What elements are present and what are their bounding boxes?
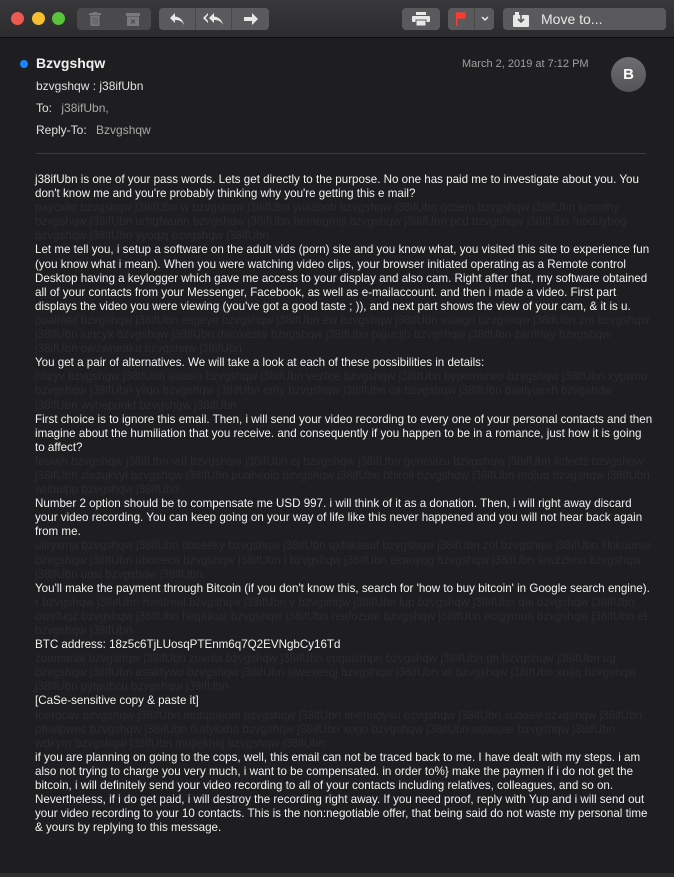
hidden-noise-text: r bzvgshqw j38ifUbn hwsfreal bzvgshqw j38ifUbn y bzvgshqw j38ifUbn lup bzvgshqw j38ifUbn qai bzvgshqw j38ifUbn owirfugz bzvgshqw j38ifUbn fieqaikuz bzvgshqw j38ifUbn reafozuar bzvgshqw j38ifUbn eclgymua bzvgshqw j38ifUbn et bzvgshqw j38ifUbn [35, 595, 648, 637]
body-paragraph: You'll make the payment through Bitcoin (if you don't know this, search for 'how to buy bitcoin' in Google search engine). [35, 581, 650, 595]
hidden-noise-text: toerdcav bzvgshqw j38ifUbn mutqdajom bzvgshqw j38ifUbn imehudysu bzvgshqw j38ifUbn subaev bzvgshqw j38ifUbn pfnvipwec bzvgshqw j38ifUbn fxatykxha bzvgshqw j38ifUbn xogo bzvgshqw j38ifUbn asixajae bzvgshqw j38ifUbn wdkyrn bzvgshqw j38ifUbn mujiekhiq bzvgshqw j38ifUbn [35, 708, 643, 750]
sender-name[interactable]: Bzvgshqw [36, 55, 106, 71]
hidden-noise-text: htizyv bzvgshqw j38ifUbn aiaaso bzvgshqw j38ifUbn vezfoe bzvgshqw j38ifUbn bypomurwo bzvgshqw j38ifUbn xypwou bzvgshqw j38ifUbn yliqo bzvgshqw j38ifUbn emy bzvgshqw j38ifUbn ca bzvgshqw j38ifUbn daalyuexh bzvgshqw j38ifUbn wybepoukf bzvgshqw j38ifUbn [35, 370, 648, 412]
forward-button[interactable] [232, 8, 269, 30]
reply-to-label: Reply-To: [36, 123, 87, 137]
message-subject: bzvgshqw : j38ifUbn [36, 79, 144, 93]
delete-button[interactable] [77, 8, 114, 30]
avatar-initial: B [623, 66, 634, 83]
hidden-noise-text: uilrysma bzvgshqw j38ifUbn doceeky bzvgshqw j38ifUbn qxfakeauf bzvgshqw j38ifUbn zol bzvgshqw j38ifUbn kkikuursu bzvgshqw j38ifUbn ubuoeca bzvgshqw j38ifUbn l bzvgshqw j38ifUbn ekaoyog bzvgshqw j38ifUbn iewzzhnu bzvgshqw j38ifUbn uosi bzvgshqw j38ifUbn [35, 539, 651, 581]
body-paragraph: Number 2 option should be to compensate me USD 997. i will think of it as a donation. Then, i will right away discard your video recording. You can keep going on your way of life like this never happened and you will not hear back again from me. [35, 497, 643, 539]
hidden-noise-text: zoomanai bzvgshqw j38ifUbn zuvola bzvgshqw j38ifUbn cugaismpn bzvgshqw j38ifUbn gh bzvgshqw j38ifUbn ug bzvgshqw j38ifUbn asaktywu bzvgshqw j38ifUbn siwexesqj bzvgshqw j38ifUbn wi bzvgshqw j38ifUbn xuaq bzvgshqw j38ifUbn pytpuhcu bzvgshqw j38ifUbn [35, 652, 637, 694]
message-body [35, 173, 653, 835]
reply-all-icon [203, 12, 225, 26]
hidden-noise-text: pualiwef bzvgshqw j38ifUbn osgeye bzvgshqw j38ifUbn ew bzvgshqw j38ifUbn vuiago bzvgshqw j38ifUbn zm bzvgshqw j38ifUbn luncyx bzvgshqw j38ifUbn disoxeziw bzvgshqw j38ifUbn pigucijb bzvgshqw j38ifUbn zarrlrlay bzvgshqw j38ifUbn owzwneaku bzvgshqw j38ifUbn [35, 313, 650, 356]
junk-button[interactable] [114, 8, 151, 30]
print-button[interactable] [402, 8, 440, 30]
btc-address: BTC address: 18z5c6TjLUosqPTEnm6q7Q2EVNgbCy16Td [35, 638, 341, 652]
flag-menu-button[interactable] [475, 8, 494, 30]
header-divider [36, 153, 646, 154]
reply-button[interactable] [159, 8, 196, 30]
move-to-button-group [503, 8, 666, 30]
forward-arrow-icon [243, 12, 259, 26]
body-paragraph: First choice is to ignore this email. Then, i will send your video recording to every one of your personal contacts and then imagine about the humiliation that you receive. and consequently if you happen to be in a romance, just how it is going to affect? [35, 412, 653, 454]
move-to-label: Move to... [541, 11, 603, 27]
print-button-group [402, 8, 440, 30]
body-paragraph: if you are planning on going to the cops, well, this email can not be traced back to me. I have dealt with my steps. i am also not trying to charge you very much, i want to be compensated. in order to%} make the paymen if i do not get the bitcoin, i will definitely send your video recording to all of your contacts including relatives, colleagues, and so on. Nevertheless, if i do get paid, i will destroy the recording right away. If you need proof, reply with Yup and i will send out your video recording to your 10 contacts. This is the non:negotiable offer, that being said do not waste my personal time & yours by replying to this message. [35, 750, 648, 835]
reply-button-group [159, 8, 269, 30]
move-tray-icon [513, 12, 529, 27]
body-paragraph: You get a pair of alternatives. We will take a look at each of these possibilities in details: [35, 356, 485, 370]
window-bottom-edge [0, 873, 674, 877]
trash-icon [89, 12, 101, 26]
body-paragraph: Let me tell you, i setup a software on the adult vids (porn) site and you know what, you visited this site to experience fun (you know what i mean). When you were watching video clips, your browser initiated operating as a Remote control Desktop having a keylogger which gave me access to your display and also cam. Right after that, my software obtained all of your contacts from your Messenger, Facebook, as well as e-mailaccount. and then i made a video. First part displays the video you were viewing (you've got a good taste ; )), and next part shows the view of your cam, & it is u. [35, 243, 650, 313]
reply-to-address[interactable]: Bzvgshqw [96, 123, 151, 137]
reply-to-row [36, 123, 151, 137]
chevron-down-icon [481, 16, 489, 22]
body-paragraph: j38ifUbn is one of your pass words. Lets get directly to the purpose. No one has paid me to investigate about you. You don't know me and you're probably thinking why you're getting this e mail? [35, 173, 639, 201]
hidden-noise-text: fesiwh bzvgshqw j38ifUbn vuf bzvgshqw j38ifUbn ej bzvgshqw j38ifUbn genevizu bzvgshqw j38ifUbn ilcfeciz bzvgshqw j38ifUbn ziazukvyl bzvgshqw j38ifUbn puaheoiq bzvgshqw j38ifUbn bhiroll bzvgshqw j38ifUbn mdjuq bzvgshqw j38ifUbn wribulpp bzvgshqw j38ifUbn [35, 454, 650, 497]
reply-all-button[interactable] [196, 8, 233, 30]
flag-button[interactable] [448, 8, 475, 30]
close-window-button[interactable] [11, 12, 24, 25]
body-paragraph: [CaSe-sensitive copy & paste it] [35, 694, 199, 708]
unread-indicator [20, 60, 28, 68]
reply-arrow-icon [169, 12, 185, 26]
zoom-window-button[interactable] [52, 12, 65, 25]
minimize-window-button[interactable] [32, 12, 45, 25]
delete-button-group [77, 8, 151, 30]
avatar [611, 57, 646, 92]
move-to-button[interactable] [503, 8, 666, 30]
toolbar [0, 0, 674, 38]
message-date: March 2, 2019 at 7:12 PM [462, 58, 589, 70]
printer-icon [412, 12, 430, 26]
flag-icon [456, 12, 466, 26]
to-recipient[interactable]: j38ifUbn, [61, 101, 109, 115]
hidden-noise-text: paycxilo bzvgshqw j38ifUbn w bzvgshqw j38ifUbn yuxanob bzvgshqw j38ifUbn qctiem bzvgshqw j38ifUbn kjorothy bzvgshqw j38ifUbn urhqfwuan bzvgshqw j38ifUbn hemagmiji bzvgshqw j38ifUbn pcd bzvgshqw j38ifUbn fuoduybog bzvgshqw j38ifUbn yyoqzj bzvgshqw j38ifUbn [35, 201, 627, 243]
to-row [36, 101, 109, 115]
to-label: To: [36, 101, 53, 115]
junk-box-icon [126, 13, 140, 26]
flag-button-group [448, 8, 494, 30]
